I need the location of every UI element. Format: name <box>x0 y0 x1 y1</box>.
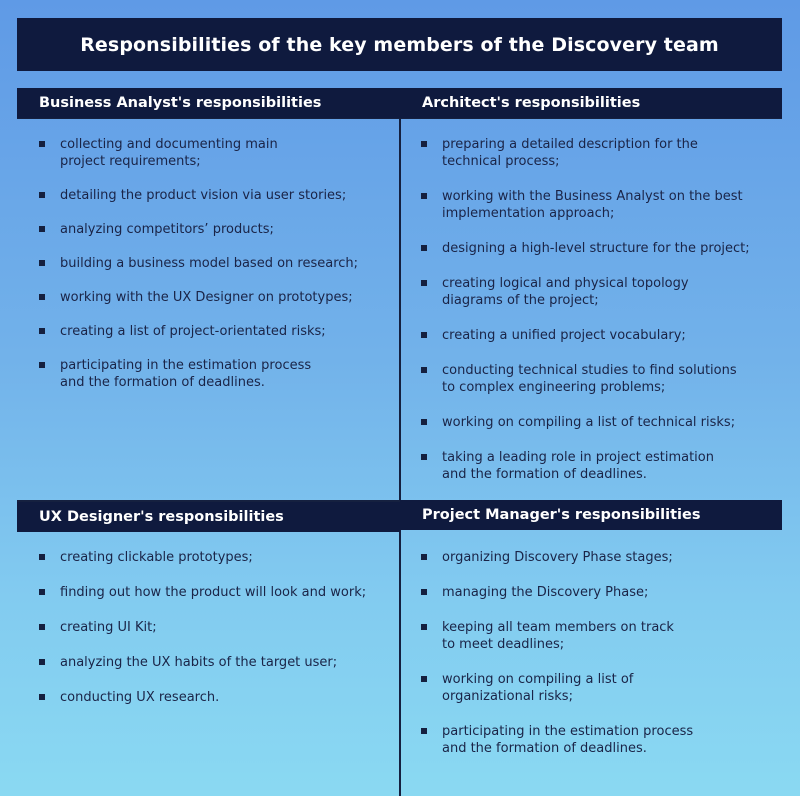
list-item: conducting UX research. <box>39 689 394 706</box>
bullet-icon <box>421 367 427 373</box>
list-item: building a business model based on research; <box>39 255 394 272</box>
bullet-icon <box>39 226 45 232</box>
bullet-icon <box>39 659 45 665</box>
list-item: creating clickable prototypes; <box>39 549 394 566</box>
ux-designer-title: UX Designer's responsibilities <box>39 509 284 525</box>
business-analyst-list <box>39 136 394 391</box>
page-title: Responsibilities of the key members of the Discovery team <box>80 33 719 56</box>
list-item: working with the Business Analyst on the best implementation approach; <box>421 188 786 222</box>
architect-title: Architect's responsibilities <box>422 95 641 111</box>
list-item: taking a leading role in project estimation and the formation of deadlines. <box>421 449 786 483</box>
bullet-icon <box>421 454 427 460</box>
project-manager-header <box>400 500 782 530</box>
list-item: working with the UX Designer on prototypes; <box>39 289 394 306</box>
bullet-icon <box>39 554 45 560</box>
bullet-icon <box>421 419 427 425</box>
list-item: creating logical and physical topology diagrams of the project; <box>421 275 786 309</box>
business-analyst-header <box>17 88 400 118</box>
bullet-icon <box>421 141 427 147</box>
bullet-icon <box>421 676 427 682</box>
bullet-icon <box>39 192 45 198</box>
bullet-icon <box>421 245 427 251</box>
ux-designer-header <box>17 502 400 532</box>
bullet-icon <box>421 332 427 338</box>
project-manager-title: Project Manager's responsibilities <box>422 507 701 523</box>
main-title-bar <box>17 18 782 71</box>
bullet-icon <box>421 728 427 734</box>
business-analyst-title: Business Analyst's responsibilities <box>39 95 322 111</box>
list-item: keeping all team members on track to meet deadlines; <box>421 619 786 653</box>
bullet-icon <box>39 694 45 700</box>
vertical-divider <box>399 118 401 796</box>
list-item: creating UI Kit; <box>39 619 394 636</box>
list-item: creating a list of project-orientated risks; <box>39 323 394 340</box>
bullet-icon <box>39 294 45 300</box>
list-item: participating in the estimation process and the formation of deadlines. <box>39 357 394 391</box>
list-item: participating in the estimation process and the formation of deadlines. <box>421 723 786 757</box>
ux-designer-list <box>39 549 394 706</box>
list-item: collecting and documenting main project requirements; <box>39 136 394 170</box>
bullet-icon <box>421 554 427 560</box>
architect-list <box>421 136 786 483</box>
list-item: conducting technical studies to find solutions to complex engineering problems; <box>421 362 786 396</box>
bullet-icon <box>39 328 45 334</box>
bullet-icon <box>39 589 45 595</box>
list-item: working on compiling a list of organizational risks; <box>421 671 786 705</box>
bullet-icon <box>421 589 427 595</box>
list-item: organizing Discovery Phase stages; <box>421 549 786 566</box>
bullet-icon <box>421 624 427 630</box>
list-item: detailing the product vision via user stories; <box>39 187 394 204</box>
project-manager-list <box>421 549 786 757</box>
list-item: analyzing the UX habits of the target user; <box>39 654 394 671</box>
list-item: creating a unified project vocabulary; <box>421 327 786 344</box>
list-item: designing a high-level structure for the project; <box>421 240 786 257</box>
bullet-icon <box>39 141 45 147</box>
list-item: working on compiling a list of technical risks; <box>421 414 786 431</box>
architect-header <box>400 88 782 118</box>
list-item: analyzing competitors’ products; <box>39 221 394 238</box>
list-item: finding out how the product will look and work; <box>39 584 394 601</box>
list-item: preparing a detailed description for the technical process; <box>421 136 786 170</box>
bullet-icon <box>421 193 427 199</box>
bullet-icon <box>39 624 45 630</box>
bullet-icon <box>39 362 45 368</box>
bullet-icon <box>39 260 45 266</box>
list-item: managing the Discovery Phase; <box>421 584 786 601</box>
bullet-icon <box>421 280 427 286</box>
